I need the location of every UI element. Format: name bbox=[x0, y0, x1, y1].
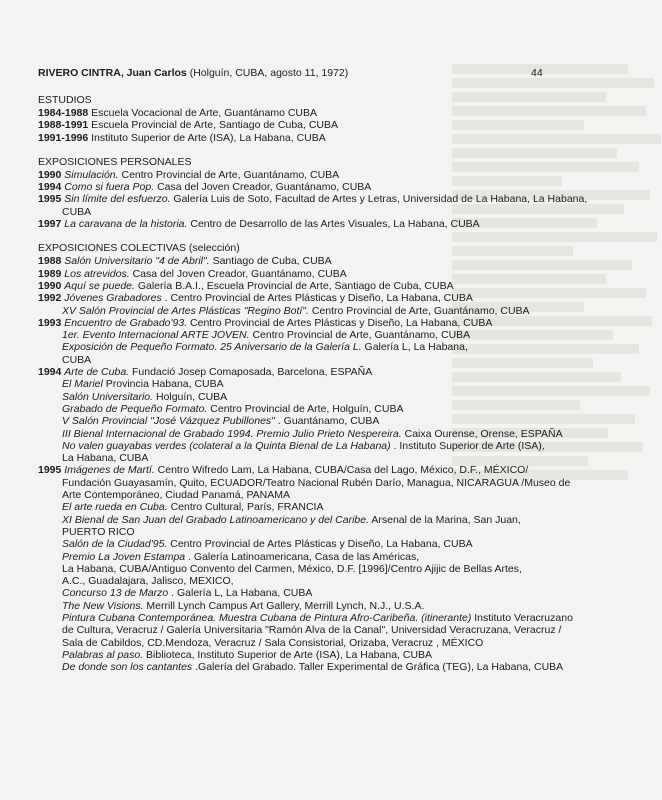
entry-title: Grabado de Pequeño Formato. bbox=[62, 402, 208, 415]
page-number: 44 bbox=[531, 67, 543, 79]
entry-title: Exposición de Pequeño Formato. 25 Aniversario de la Galería L. bbox=[62, 341, 362, 354]
entry-year: 1991-1996 bbox=[38, 131, 89, 144]
artist-birth: (Holguín, CUBA, agosto 11, 1972) bbox=[186, 67, 349, 79]
entry-text: Holguín, CUBA bbox=[153, 390, 228, 403]
list-item bbox=[38, 452, 638, 464]
entry-text: Escuela Provincial de Arte, Santiago de Cuba, CUBA bbox=[88, 119, 339, 132]
entry-title: De donde son los cantantes bbox=[62, 661, 193, 674]
entry-text: .Galería del Grabado. Taller Experimental de Gráfica (TEG), La Habana, CUBA bbox=[192, 661, 564, 674]
section-title-colectivas: EXPOSICIONES COLECTIVAS (selección) bbox=[38, 242, 240, 255]
entry-text: Casa del Joven Creador, Guantánamo, CUBA bbox=[154, 181, 372, 194]
entry-title: Arte de Cuba. bbox=[64, 366, 130, 379]
list-item bbox=[38, 440, 638, 452]
list-item bbox=[38, 354, 638, 366]
entry-text: Galería Luis de Soto, Facultad de Artes y Letras, Universidad de La Habana, La Habana, bbox=[170, 193, 588, 206]
list-item bbox=[38, 280, 638, 292]
entry-title: No valen guayabas verdes (colateral a la Quinta Bienal de La Habana) bbox=[62, 439, 391, 452]
entry-title: Imágenes de Martí. bbox=[64, 464, 155, 477]
entry-title: Jóvenes Grabadores bbox=[64, 292, 162, 305]
list-item bbox=[38, 477, 638, 489]
list-item bbox=[38, 600, 638, 612]
list-item bbox=[38, 624, 638, 636]
entry-title: La caravana de la historia. bbox=[64, 218, 188, 231]
list-item bbox=[38, 514, 638, 526]
list-item bbox=[38, 329, 638, 341]
list-item bbox=[38, 612, 638, 624]
entry-text: Centro Cultural, París, FRANCIA bbox=[167, 501, 324, 514]
list-item bbox=[38, 415, 638, 427]
entry-text: Centro Provincial de Arte, Holguín, CUBA bbox=[207, 402, 404, 415]
entry-year: 1994 bbox=[38, 366, 65, 379]
entry-text: Provincia Habana, CUBA bbox=[102, 378, 224, 391]
entry-text: Sala de Cabildos, CD.Mendoza, Veracruz / Sala Consistorial, Orizaba, Veracruz , MÉXICO bbox=[62, 636, 484, 649]
entry-text: La Habana, CUBA/Antiguo Convento del Carmen, México, D.F. [1996]/Centro Ajijic de Bellas Artes, bbox=[62, 562, 522, 575]
list-item bbox=[38, 538, 638, 550]
entry-text: Instituto Superior de Arte (ISA), La Habana, CUBA bbox=[88, 131, 326, 144]
entry-title: Como si fuera Pop. bbox=[64, 181, 155, 194]
entry-text: . Galería Latinoamericana, Casa de las Américas, bbox=[185, 550, 420, 563]
entry-title: Encuentro de Grabado'93. bbox=[64, 316, 188, 329]
list-item bbox=[38, 637, 638, 649]
entry-title: XI Bienal de San Juan del Grabado Latinoamericano y del Caribe. bbox=[62, 513, 370, 526]
entry-year: 1988-1991 bbox=[38, 119, 89, 132]
entry-year: 1989 bbox=[38, 267, 65, 280]
entry-text: Centro Wifredo Lam, La Habana, CUBA/Casa del Lago, México, D.F., MÉXICO/ bbox=[154, 464, 529, 477]
list-item bbox=[38, 575, 638, 587]
estudios-list bbox=[38, 107, 638, 144]
entry-title: Aquí se puede. bbox=[64, 279, 135, 292]
list-item bbox=[38, 181, 638, 193]
entry-title: Concurso 13 de Marzo bbox=[62, 587, 169, 600]
entry-text: CUBA bbox=[62, 353, 92, 366]
list-item bbox=[38, 255, 638, 267]
entry-title: El Mariel bbox=[62, 378, 103, 391]
artist-name: RIVERO CINTRA, Juan Carlos bbox=[38, 67, 187, 79]
entry-text: . Instituto Superior de Arte (ISA), bbox=[390, 439, 545, 452]
entry-text: Centro Provincial de Arte, Guantánamo, CUBA bbox=[308, 304, 530, 317]
list-item bbox=[38, 428, 638, 440]
entry-text: Centro Provincial de Arte, Guantánamo, CUBA bbox=[118, 168, 340, 181]
entry-text: A.C., Guadalajara, Jalisco, MEXICO, bbox=[62, 575, 234, 588]
entry-title: The New Visions. bbox=[62, 599, 144, 612]
entry-title: Palabras al paso. bbox=[62, 648, 144, 661]
list-item bbox=[38, 403, 638, 415]
entry-text: Centro Provincial de Arte, Guantánamo, CUBA bbox=[249, 329, 471, 342]
list-item bbox=[38, 501, 638, 513]
entry-text: Instituto Veracruzano bbox=[471, 611, 573, 624]
list-item bbox=[38, 378, 638, 390]
entry-text: Arsenal de la Marina, San Juan, bbox=[369, 513, 521, 526]
entry-year: 1995 bbox=[38, 193, 65, 206]
entry-text: . Galería L, La Habana, CUBA bbox=[168, 587, 313, 600]
entry-text: . Guantánamo, CUBA bbox=[274, 415, 380, 428]
cv-page bbox=[38, 66, 638, 673]
list-item bbox=[38, 366, 638, 378]
list-item bbox=[38, 551, 638, 563]
entry-text: PUERTO RICO bbox=[62, 525, 135, 538]
list-item bbox=[38, 132, 638, 144]
entry-text: CUBA bbox=[62, 205, 92, 218]
entry-text: Caixa Ourense, Orense, ESPAÑA bbox=[401, 427, 563, 440]
section-title-personales: EXPOSICIONES PERSONALES bbox=[38, 155, 192, 168]
entry-text: Galería B.A.I., Escuela Provincial de Arte, Santiago de Cuba, CUBA bbox=[134, 279, 454, 292]
list-item bbox=[38, 317, 638, 329]
entry-year: 1988 bbox=[38, 255, 65, 268]
entry-year: 1990 bbox=[38, 279, 65, 292]
list-item bbox=[38, 107, 638, 119]
entry-title: Premio La Joven Estampa bbox=[62, 550, 186, 563]
list-item bbox=[38, 649, 638, 661]
list-item bbox=[38, 292, 638, 304]
entry-title: El arte rueda en Cuba. bbox=[62, 501, 168, 514]
list-item bbox=[38, 119, 638, 131]
entry-text: Arte Contemporáneo, Ciudad Panamá, PANAMA bbox=[62, 489, 291, 502]
entry-text: Fundació Josep Comaposada, Barcelona, ESPAÑA bbox=[129, 366, 373, 379]
list-item bbox=[38, 206, 638, 218]
entry-text: Casa del Joven Creador, Guantánamo, CUBA bbox=[129, 267, 347, 280]
entry-year: 1993 bbox=[38, 316, 65, 329]
entry-title: Pintura Cubana Contemporánea. Muestra Cubana de Pintura Afro-Caribeña. (itinerante) bbox=[62, 611, 472, 624]
entry-year: 1995 bbox=[38, 464, 65, 477]
list-item bbox=[38, 193, 638, 205]
list-item bbox=[38, 391, 638, 403]
entry-text: Santiago de Cuba, CUBA bbox=[209, 255, 332, 268]
list-item bbox=[38, 464, 638, 476]
entry-text: . Centro Provincial de Artes Plásticas y Diseño, La Habana, CUBA bbox=[161, 292, 473, 305]
entry-title: Salón Universitario "4 de Abril". bbox=[64, 255, 210, 268]
list-item bbox=[38, 218, 638, 230]
entry-text: La Habana, CUBA bbox=[62, 452, 149, 465]
entry-text: Centro Provincial de Artes Plásticas y Diseño, La Habana, CUBA bbox=[167, 538, 473, 551]
list-item bbox=[38, 526, 638, 538]
entry-title: Salón de la Ciudad'95. bbox=[62, 538, 168, 551]
cv-header bbox=[38, 66, 638, 80]
entry-text: Centro de Desarrollo de las Artes Visuales, La Habana, CUBA bbox=[187, 218, 480, 231]
colectivas-list bbox=[38, 255, 638, 673]
entry-year: 1992 bbox=[38, 292, 65, 305]
entry-text: de Cultura, Veracruz / Galería Universitaria "Ramón Alva de la Canal", Universidad Veracruzana, Veracruz / bbox=[62, 624, 562, 637]
entry-title: Salón Universitario. bbox=[62, 390, 154, 403]
entry-year: 1994 bbox=[38, 181, 65, 194]
entry-title: 1er. Evento Internacional ARTE JOVEN. bbox=[62, 329, 250, 342]
entry-text: Fundación Guayasamín, Quito, ECUADOR/Teatro Nacional Rubén Darío, Managua, NICARAGUA /Museo de bbox=[62, 476, 571, 489]
entry-text: Escuela Vocacional de Arte, Guantánamo CUBA bbox=[88, 107, 318, 119]
entry-title: Sin límite del esfuerzo. bbox=[64, 193, 171, 206]
list-item bbox=[38, 661, 638, 673]
entry-title: III Bienal Internacional de Grabado 1994. Premio Julio Prieto Nespereira. bbox=[62, 427, 402, 440]
list-item bbox=[38, 169, 638, 181]
entry-year: 1990 bbox=[38, 168, 65, 181]
entry-title: Los atrevidos. bbox=[64, 267, 130, 280]
entry-year: 1984-1988 bbox=[38, 107, 89, 119]
entry-year: 1997 bbox=[38, 218, 65, 231]
personales-list bbox=[38, 169, 638, 230]
section-title-estudios: ESTUDIOS bbox=[38, 94, 92, 106]
entry-text: Merrill Lynch Campus Art Gallery, Merrill Lynch, N.J., U.S.A. bbox=[143, 599, 425, 612]
entry-text: Centro Provincial de Artes Plásticas y Diseño, La Habana, CUBA bbox=[187, 316, 493, 329]
list-item bbox=[38, 268, 638, 280]
entry-text: Biblioteca, Instituto Superior de Arte (ISA), La Habana, CUBA bbox=[143, 648, 433, 661]
entry-title: V Salón Provincial "José Vázquez Pubillones" bbox=[62, 415, 275, 428]
list-item bbox=[38, 563, 638, 575]
list-item bbox=[38, 587, 638, 599]
list-item bbox=[38, 489, 638, 501]
entry-text: Galería L, La Habana, bbox=[361, 341, 468, 354]
list-item bbox=[38, 305, 638, 317]
list-item bbox=[38, 341, 638, 353]
entry-title: Simulación. bbox=[64, 168, 119, 181]
entry-title: XV Salón Provincial de Artes Plásticas "Regino Botí". bbox=[62, 304, 309, 317]
